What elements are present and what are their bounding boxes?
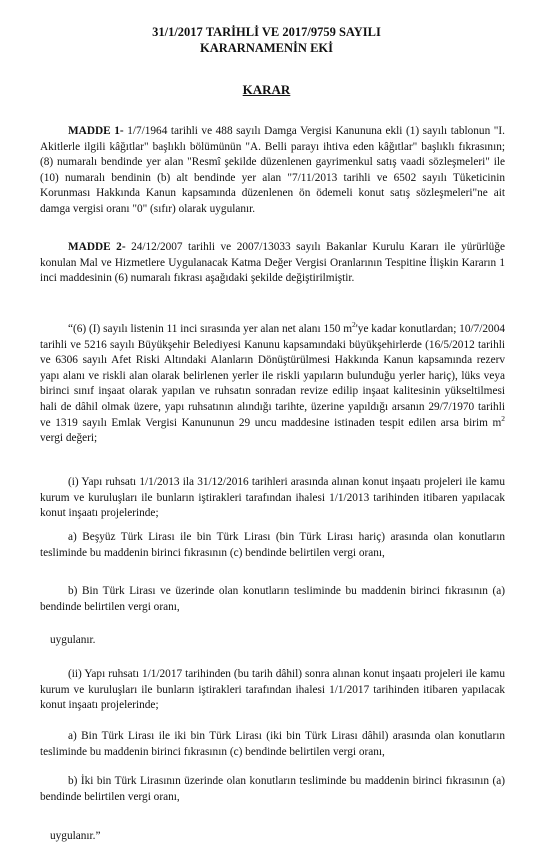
- clause-ii-end: uygulanır.”: [50, 830, 101, 842]
- madde-2-text: 24/12/2007 tarihli ve 2007/13033 sayılı Bakanlar Kurulu Kararı ile yürürlüğe konulan Mal ve Hizmetlere Uygulanacak Katma Değer Vergisi Oranlarının Tespitine İlişkin Kararın 1 inci maddesinin (6) numaralı fıkrası aşağıdaki şekilde değiştirilmiştir.: [40, 241, 505, 285]
- karar-heading: KARAR: [242, 82, 291, 97]
- clause-ii-a: a) Bin Türk Lirası ile iki bin Türk Lirası (iki bin Türk Lirası dâhil) arasında olan konutların tesliminde bu maddenin birinci fıkrasının (c) bendinde belirtilen vergi oranı,: [40, 730, 505, 758]
- document-title-line2: KARARNAMENİN EKİ: [200, 41, 333, 55]
- clause-i-a: a) Beşyüz Türk Lirası ile bin Türk Lirası (bin Türk Lirası hariç) arasında olan konutların tesliminde bu maddenin birinci fıkrasının (c) bendinde belirtilen vergi oranı,: [40, 531, 505, 559]
- madde-1-text: 1/7/1964 tarihli ve 488 sayılı Damga Vergisi Kanununa ekli (1) sayılı tablonun "I. Akitlerle ilgili kâğıtlar" başlıklı bölümünün "A. Belli parayı ihtiva eden kâğıtlar" başlıklı fıkrasının; (8) numaralı bendinde yer alan "Resmî şekilde düzenlenen gayrimenkul satış vaadi sözleşmeleri" ile (10) numaralı bendinin (b) alt bendinde yer alan "7/11/2013 tarihli ve 6502 sayılı Tüketicinin Korunması Hakkında Kanun kapsamında düzenlenen ön ödemeli konut satış sözleşmeleri"ne ait damga vergisi oranı "0" (sıfır) olarak uygulanır.: [40, 125, 505, 215]
- madde-2-paragraph: [40, 240, 505, 287]
- clause-i-end: uygulanır.: [50, 634, 96, 646]
- quote-text-a: “(6) (I) sayılı listenin 11 inci sırasında yer alan net alanı 150 m: [68, 323, 353, 335]
- clause-ii: (ii) Yapı ruhsatı 1/1/2017 tarihinden (bu tarih dâhil) sonra alınan konut inşaatı projeleri ile kamu kurum ve kuruluşları ile bunların iştirakleri tarafından ihalesi 1/1/2017 tarihinden itibaren yapılacak konut inşaatı projelerinde;: [40, 668, 505, 712]
- clause-i: (i) Yapı ruhsatı 1/1/2013 ila 31/12/2016 tarihleri arasında alınan konut inşaatı projeleri ile kamu kurum ve kuruluşları ile bunların iştirakleri tarafından ihalesi 1/1/2013 tarihinden itibaren yapılacak konut inşaatı projelerinde;: [40, 476, 505, 520]
- superscript-2: 2: [501, 413, 505, 423]
- madde-1-label: MADDE 1-: [68, 125, 124, 137]
- madde-1-paragraph: [40, 124, 505, 218]
- document-title-line1: 31/1/2017 TARİHLİ VE 2017/9759 SAYILI: [152, 25, 381, 39]
- clause-ii-b: b) İki bin Türk Lirasının üzerinde olan konutların tesliminde bu maddenin birinci fıkrasının (a) bendinde belirtilen vergi oranı,: [40, 775, 505, 803]
- madde-2-label: MADDE 2-: [68, 241, 126, 253]
- superscript-2: 2: [352, 320, 356, 330]
- quote-text-c: vergi değeri;: [40, 432, 98, 445]
- quote-text-b: 'ye kadar konutlardan; 10/7/2004 tarihli ve 5216 sayılı Büyükşehir Belediyesi Kanunu kapsamındaki büyükşehirlerde (16/5/2012 tarihli ve 6306 sayılı Afet Riski Altındaki Alanların Dönüştürülmesi Hakkında Kanun kapsamında rezerv yapı alanı ve riskli alan olarak belirlenen yerler ile riskli yapıların bulunduğu yerler hariç), lüks veya birinci sınıf inşaat olarak yapılan ve ruhsatın sonradan revize edilip inşaat kalitesinin yükseltilmesi hali de dâhil olmak üzere, yapı ruhsatının alındığı tarihte, üzerine yapıldığı arsanın 29/7/1970 tarihli ve 1319 sayılı Emlak Vergisi Kanununun 29 uncu maddesine istinaden tespit edilen arsa birim m: [40, 323, 505, 429]
- quoted-paragraph-6: [40, 322, 505, 447]
- clause-i-b: b) Bin Türk Lirası ve üzerinde olan konutların tesliminde bu maddenin birinci fıkrasının (a) bendinde belirtilen vergi oranı,: [40, 585, 505, 613]
